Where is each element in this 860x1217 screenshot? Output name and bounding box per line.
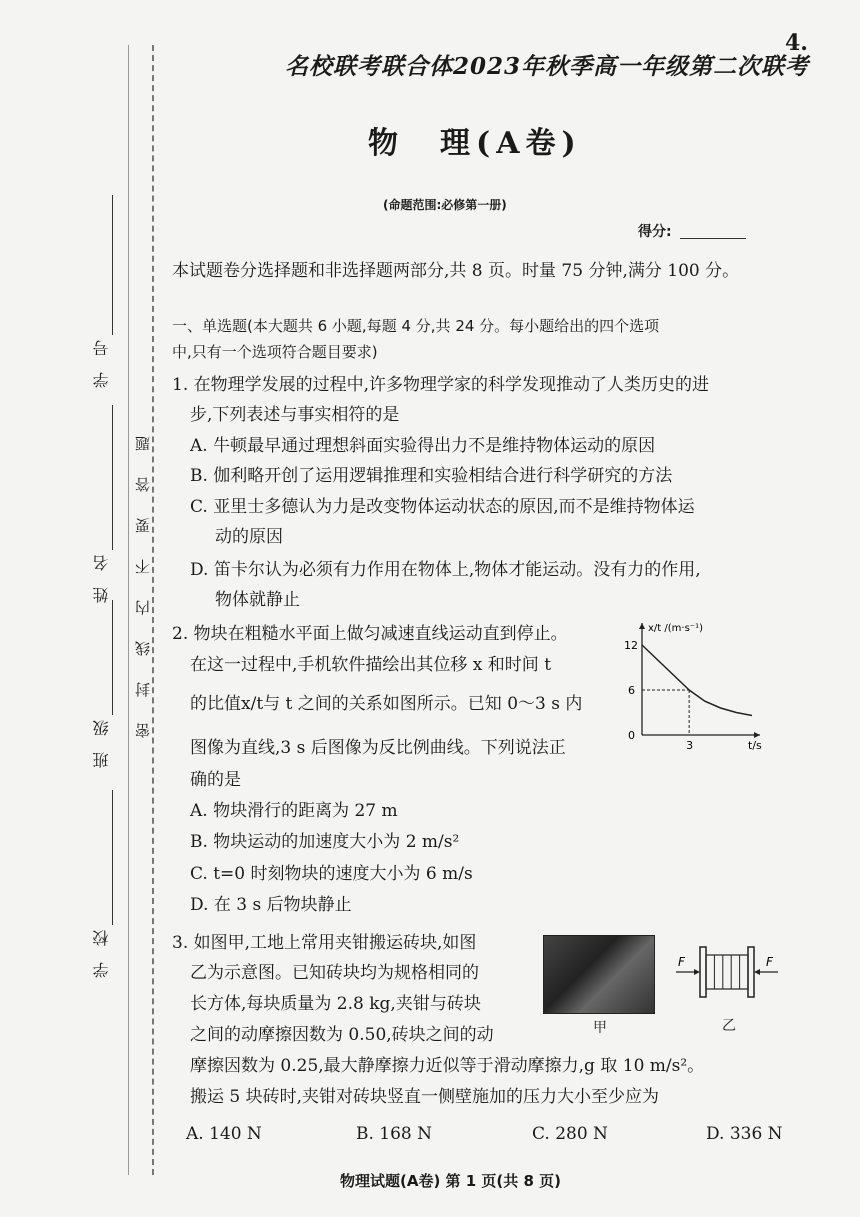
x-axis-arrow: [754, 732, 760, 738]
force-label-right: F: [766, 955, 773, 969]
y-axis-label: x/t /(m·s⁻¹): [648, 623, 703, 634]
class-label: 班 级: [92, 720, 111, 768]
y-tick-0: 0: [628, 729, 635, 742]
force-label-left: F: [678, 955, 685, 969]
q3-stem-line1: 3. 如图甲,工地上常用夹钳搬运砖块,如图: [172, 933, 477, 953]
y-tick-6: 6: [628, 684, 635, 697]
force-arrowhead-left: [694, 969, 700, 975]
student-id-blank: [112, 195, 114, 335]
q2-chart: [610, 615, 770, 755]
q1-stem-line1: 1. 在物理学发展的过程中,许多物理学家的科学发现推动了人类历史的进: [172, 375, 710, 395]
y-tick-12: 12: [624, 639, 638, 652]
section-heading-line2: 中,只有一个选项符合题目要求): [172, 343, 378, 361]
x-tick-3: 3: [686, 739, 694, 752]
brick-clamp-photo: [543, 935, 655, 1014]
q3-option-a: A. 140 N: [186, 1124, 262, 1144]
clamp-diagram: [670, 935, 785, 1025]
q3-option-d: D. 336 N: [706, 1124, 783, 1144]
exam-scope: (命题范围:必修第一册): [383, 198, 507, 212]
q1-option-d-cont: 物体就静止: [215, 590, 300, 610]
q3-stem-line5: 摩擦因数为 0.25,最大静摩擦力近似等于滑动摩擦力,g 取 10 m/s²。: [190, 1056, 705, 1076]
q2-option-b: B. 物块运动的加速度大小为 2 m/s²: [190, 832, 460, 852]
q2-option-c: C. t=0 时刻物块的速度大小为 6 m/s: [190, 864, 473, 884]
series-line-0: [642, 645, 689, 690]
q2-option-a: A. 物块滑行的距离为 27 m: [190, 801, 398, 821]
score-blank: [680, 238, 746, 239]
q1-option-a: A. 牛顿最早通过理想斜面实验得出力不是维持物体运动的原因: [190, 436, 656, 456]
q1-option-c: C. 亚里士多德认为力是改变物体运动状态的原因,而不是维持物体运: [190, 497, 695, 517]
q1-option-d: D. 笛卡尔认为必须有力作用在物体上,物体才能运动。没有力的作用,: [190, 560, 701, 580]
page-corner-number: 4.: [785, 30, 808, 56]
clamp-right-plate: [748, 947, 754, 997]
q3-stem-line4: 之间的动摩擦因数为 0.50,砖块之间的动: [190, 1025, 494, 1045]
student-id-label: 学 号: [92, 340, 111, 388]
exam-title: 名校联考联合体2023年秋季高一年级第二次联考: [285, 53, 810, 80]
q2-stem-line2: 在这一过程中,手机软件描绘出其位移 x 和时间 t: [190, 655, 552, 675]
clamp-left-plate: [700, 947, 706, 997]
q3-option-b: B. 168 N: [356, 1124, 433, 1144]
q2-stem-line1: 2. 物块在粗糙水平面上做匀减速直线运动直到停止。: [172, 624, 568, 644]
score-label: 得分:: [638, 224, 672, 240]
q3-option-c: C. 280 N: [532, 1124, 608, 1144]
brick-stack: [706, 955, 748, 989]
force-arrowhead-right: [754, 969, 760, 975]
class-blank: [112, 600, 114, 715]
figure-jia-caption: 甲: [593, 1020, 607, 1036]
q2-stem-line5: 确的是: [190, 770, 241, 790]
q3-stem-line3: 长方体,每块质量为 2.8 kg,夹钳与砖块: [190, 994, 481, 1014]
intro-text: 本试题卷分选择题和非选择题两部分,共 8 页。时量 75 分钟,满分 100 分。: [172, 261, 740, 281]
school-blank: [112, 790, 114, 925]
figure-yi-caption: 乙: [722, 1018, 736, 1034]
name-blank: [112, 405, 114, 550]
q2-stem-line3: 的比值x/t与 t 之间的关系如图所示。已知 0～3 s 内: [190, 694, 583, 714]
seal-warning: 密封线内不要答题: [134, 410, 152, 738]
y-axis-arrow: [639, 623, 645, 629]
series-line-1: [689, 690, 752, 716]
q3-stem-line6: 搬运 5 块砖时,夹钳对砖块竖直一侧壁施加的压力大小至少应为: [190, 1087, 660, 1107]
subject-title: 物 理(A卷): [368, 126, 582, 161]
q1-option-b: B. 伽利略开创了运用逻辑推理和实验相结合进行科学研究的方法: [190, 466, 673, 486]
binding-line: [128, 45, 130, 1175]
q3-stem-line2: 乙为示意图。已知砖块均为规格相同的: [190, 963, 479, 983]
school-label: 学 校: [92, 930, 111, 978]
q2-option-d: D. 在 3 s 后物块静止: [190, 895, 352, 915]
q2-stem-line4: 图像为直线,3 s 后图像为反比例曲线。下列说法正: [190, 738, 566, 758]
name-label: 姓 名: [92, 555, 111, 603]
page-footer: 物理试题(A卷) 第 1 页(共 8 页): [340, 1172, 562, 1190]
x-axis-label: t/s: [748, 739, 762, 752]
q1-stem-line2: 步,下列表述与事实相符的是: [190, 405, 400, 425]
q1-option-c-cont: 动的原因: [215, 527, 283, 547]
section-heading-line1: 一、单选题(本大题共 6 小题,每题 4 分,共 24 分。每小题给出的四个选项: [172, 317, 660, 335]
